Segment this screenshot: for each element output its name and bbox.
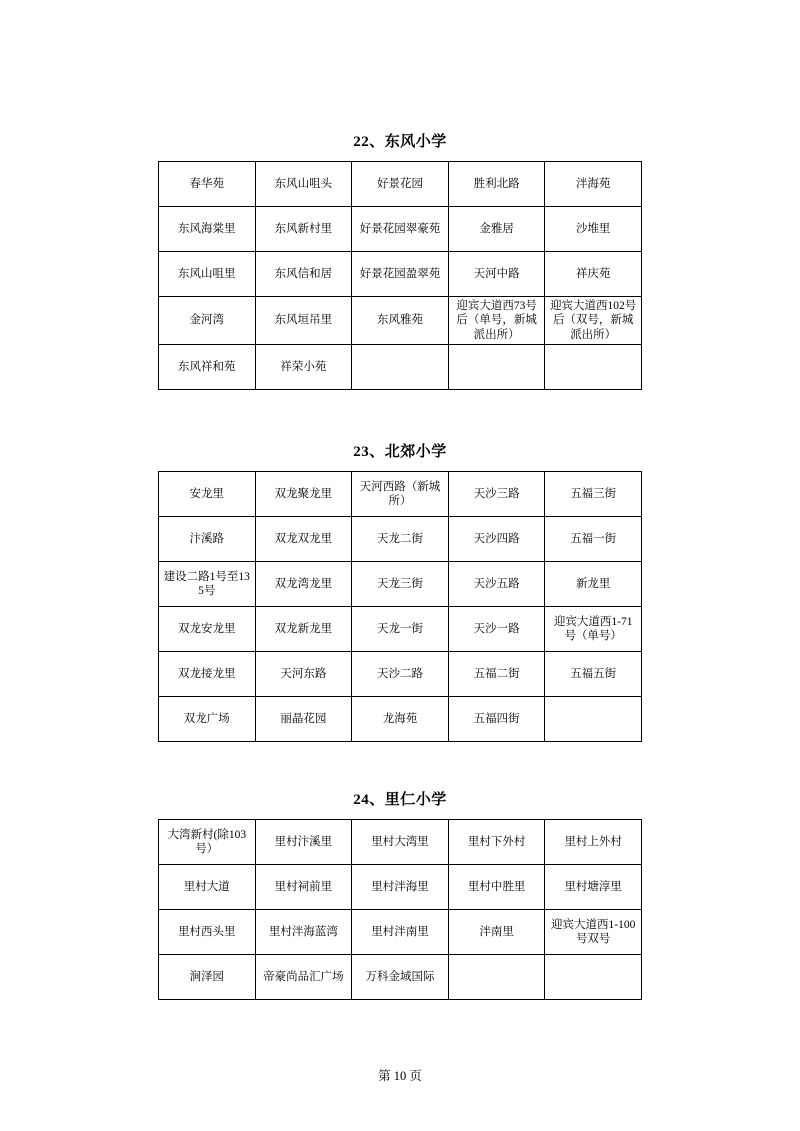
table-cell: 双龙接龙里 [159,652,256,697]
table-cell: 双龙聚龙里 [255,472,352,517]
table-cell: 天龙三街 [352,562,449,607]
table-cell: 好景花园 [352,162,449,207]
table-row [159,607,642,652]
table-cell: 泮海苑 [545,162,642,207]
section-title: 24、里仁小学 [353,792,447,809]
table-cell: 金雅居 [448,207,545,252]
page-footer: 第 10 页 [378,1069,422,1083]
table-cell: 里村泮海里 [352,865,449,910]
table-cell: 五福一街 [545,517,642,562]
table-row [159,697,642,742]
section-liren-primary [158,788,642,1000]
table-row [159,820,642,865]
address-table [158,161,642,390]
section-title: 22、东风小学 [353,134,447,150]
table-cell: 东风祥和苑 [159,345,256,390]
table-cell [352,345,449,390]
table-cell: 里村泮海蓝湾 [255,910,352,955]
table-cell: 万科金域国际 [352,955,449,1000]
table-cell: 龙海苑 [352,697,449,742]
address-table [158,471,642,742]
table-cell: 胜利北路 [448,162,545,207]
table-cell: 丽晶花园 [255,697,352,742]
table-cell: 双龙新龙里 [255,607,352,652]
table-cell: 迎宾大道西1-100号双号 [545,910,642,955]
table-cell: 双龙双龙里 [255,517,352,562]
section-gap [158,390,642,440]
table-cell: 天沙一路 [448,607,545,652]
table-cell: 安龙里 [159,472,256,517]
table-cell: 五福五街 [545,652,642,697]
table-cell [545,345,642,390]
table-row [159,562,642,607]
table-cell: 建设二路1号至135号 [159,562,256,607]
table-cell: 好景花园翠豪苑 [352,207,449,252]
table-cell: 里村祠前里 [255,865,352,910]
table-cell: 里村西头里 [159,910,256,955]
table-cell [545,955,642,1000]
table-cell: 泮南里 [448,910,545,955]
table-cell: 天河中路 [448,252,545,297]
address-table [158,819,642,1000]
table-row [159,252,642,297]
table-cell: 春华苑 [159,162,256,207]
table-cell [545,697,642,742]
table-cell: 东风山咀里 [159,252,256,297]
section-title: 23、北郊小学 [353,444,447,461]
table-cell: 天河西路（新城所） [352,472,449,517]
table-cell: 东风山咀头 [255,162,352,207]
table-cell: 迎宾大道西1-71号（单号） [545,607,642,652]
table-cell: 里村下外村 [448,820,545,865]
table-cell: 金河湾 [159,297,256,345]
table-cell: 里村上外村 [545,820,642,865]
table-cell: 大湾新村(除103号） [159,820,256,865]
table-cell: 里村汴溪里 [255,820,352,865]
table-row [159,865,642,910]
table-cell: 五福二街 [448,652,545,697]
table-cell: 天沙五路 [448,562,545,607]
table-cell: 天龙二街 [352,517,449,562]
table-cell: 迎宾大道西102号后（双号，新城派出所） [545,297,642,345]
table-cell: 双龙安龙里 [159,607,256,652]
table-row [159,910,642,955]
table-cell: 天沙二路 [352,652,449,697]
table-cell: 天沙四路 [448,517,545,562]
table-cell: 里村塘淳里 [545,865,642,910]
table-row [159,345,642,390]
table-row [159,207,642,252]
table-cell: 五福三街 [545,472,642,517]
table-cell: 里村大湾里 [352,820,449,865]
table-cell: 东风雅苑 [352,297,449,345]
table-cell: 天沙三路 [448,472,545,517]
page-content [158,130,642,1000]
table-cell: 好景花园盈翠苑 [352,252,449,297]
table-cell: 祥庆苑 [545,252,642,297]
table-cell: 里村中胜里 [448,865,545,910]
table-cell: 汴溪路 [159,517,256,562]
table-cell: 迎宾大道西73号后（单号，新城派出所） [448,297,545,345]
table-cell [448,955,545,1000]
table-cell: 天龙一街 [352,607,449,652]
section-gap [158,742,642,788]
table-cell: 帝豪尚品汇广场 [255,955,352,1000]
table-row [159,517,642,562]
table-cell: 新龙里 [545,562,642,607]
table-cell: 双龙湾龙里 [255,562,352,607]
table-cell: 祥荣小苑 [255,345,352,390]
table-cell: 东风海棠里 [159,207,256,252]
table-row [159,472,642,517]
table-cell: 东风垣吊里 [255,297,352,345]
table-cell: 沙堆里 [545,207,642,252]
table-cell: 东风信和居 [255,252,352,297]
table-row [159,955,642,1000]
table-row [159,162,642,207]
table-cell: 双龙广场 [159,697,256,742]
table-cell: 涧泽园 [159,955,256,1000]
table-cell [448,345,545,390]
table-row [159,652,642,697]
table-cell: 东风新村里 [255,207,352,252]
table-row [159,297,642,345]
section-dongfeng-primary [158,130,642,390]
table-cell: 天河东路 [255,652,352,697]
table-cell: 五福四街 [448,697,545,742]
section-beijiao-primary [158,440,642,742]
table-cell: 里村大道 [159,865,256,910]
table-cell: 里村泮南里 [352,910,449,955]
